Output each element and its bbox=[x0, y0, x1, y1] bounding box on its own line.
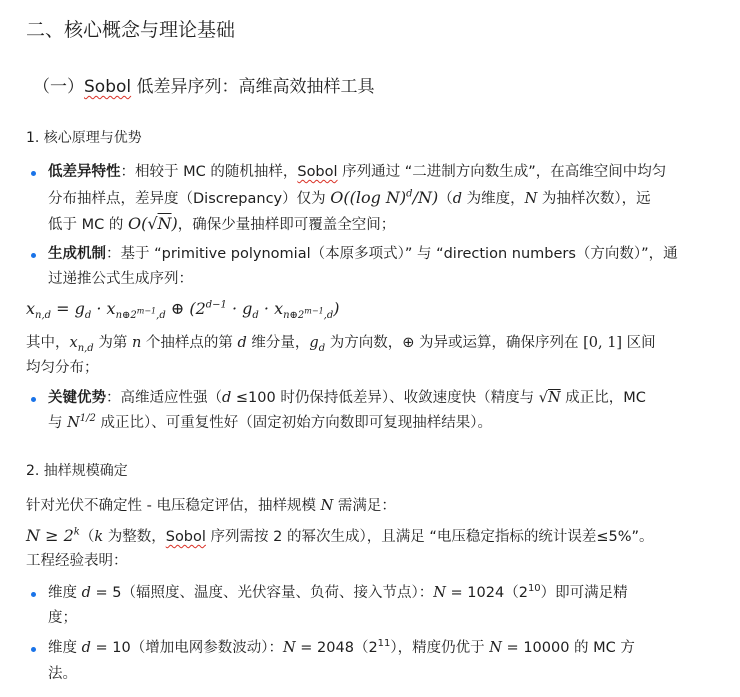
b1-line3 bbox=[48, 211, 395, 238]
b3-line1 bbox=[48, 385, 646, 411]
b2-label: 生成机制 bbox=[48, 246, 106, 262]
bullet-dot bbox=[31, 171, 36, 176]
bullet-dot bbox=[31, 647, 36, 652]
item2-line1: 维度 d = 10（增加电网参数波动）：$N = 2048(2^{11})$，精度仍优于 N = 10000 的 MC 方 bbox=[48, 638, 635, 656]
b3-l1: ：高维适应性强（d ≤100 时仍保持低差异）、收敛速度快（精度与 √N 成正比，MC bbox=[106, 390, 646, 406]
section2-para3: 工程经验表明： bbox=[26, 553, 128, 569]
subsection-heading bbox=[33, 74, 375, 100]
b1-l3a: 低于 MC 的 bbox=[48, 217, 128, 233]
section2-para2: $N \ge 2^k(k$ 为整数，Sobol 序列需按 2 的幂次生成），且满足 “电压稳定指标的统计误差≤5%”。 bbox=[26, 526, 654, 545]
formula-explanation-line1: 其中，$x_{n,d}$ 为第 n 个抽样点的第 d 维分量，$g_d$ 为方向数，⊕ 为异或运算，确保序列在 [0, 1] 区间 bbox=[26, 335, 656, 354]
section-heading: 二、核心概念与理论基础 bbox=[26, 19, 236, 41]
section1-title: 1. 核心原理与优势 bbox=[26, 130, 142, 146]
section2-para1: 针对光伏不确定性 - 电压稳定评估，抽样规模 N 需满足： bbox=[26, 498, 396, 514]
subheading-prefix: （一） bbox=[33, 77, 84, 97]
bullet-dot bbox=[31, 592, 36, 597]
b1-line1 bbox=[48, 159, 666, 185]
formula-explanation-line2: 均匀分布； bbox=[26, 360, 99, 376]
item1-line2: 度； bbox=[48, 610, 77, 626]
subheading-sobol: Sobol bbox=[84, 77, 132, 97]
b1-l2b: （d 为维度，N 为抽样次数），远 bbox=[438, 191, 651, 207]
b3-label: 关键优势 bbox=[48, 390, 106, 406]
b1-l2a: 分布抽样点，差异度（Discrepancy）仅为 bbox=[48, 191, 331, 207]
bullet-dot bbox=[31, 253, 36, 258]
b2-line2: 过递推公式生成序列： bbox=[48, 271, 193, 287]
b1-l1: ：相较于 MC 的随机抽样，Sobol 序列通过 “二进制方向数生成”，在高维空间中均匀 bbox=[120, 164, 667, 180]
b1-math-mc: O(√N) bbox=[127, 214, 178, 233]
b3-line2: 与 $N^{1/2}$ 成正比）、可重复性好（固定初始方向数即可复现抽样结果）。 bbox=[48, 413, 492, 431]
b2-l1: ：基于 “primitive polynomial（本原多项式）” 与 “direction numbers（方向数）”，通 bbox=[106, 246, 678, 262]
b2-line1 bbox=[48, 241, 678, 267]
subheading-rest: 低差异序列：高维高效抽样工具 bbox=[131, 77, 375, 97]
bullet-dot bbox=[31, 397, 36, 402]
section2-title: 2. 抽样规模确定 bbox=[26, 463, 128, 479]
item1-line1: 维度 d = 5（辐照度、温度、光伏容量、负荷、接入节点）：$N = 1024(2^{10})$即可满足精 bbox=[48, 583, 628, 601]
b1-line2: 分布抽样点，差异度（Discrepancy）仅为 O((log N)$^d$/N)（d 为维度，N 为抽样次数），远 bbox=[48, 188, 651, 207]
item2-line2: 法。 bbox=[48, 666, 77, 682]
b1-l3b: ，确保少量抽样即可覆盖全空间； bbox=[177, 217, 396, 233]
b1-math-discrepancy: O bbox=[330, 188, 344, 207]
recursion-formula: $x_{n,d} = g_d \cdot x_{n\oplus 2^{m-1},d}$ ⊕ $(2^{d-1} \cdot g_d \cdot x_{n\oplus 2^{m-1},d})$ bbox=[26, 299, 340, 322]
b1-label: 低差异特性 bbox=[48, 164, 121, 180]
